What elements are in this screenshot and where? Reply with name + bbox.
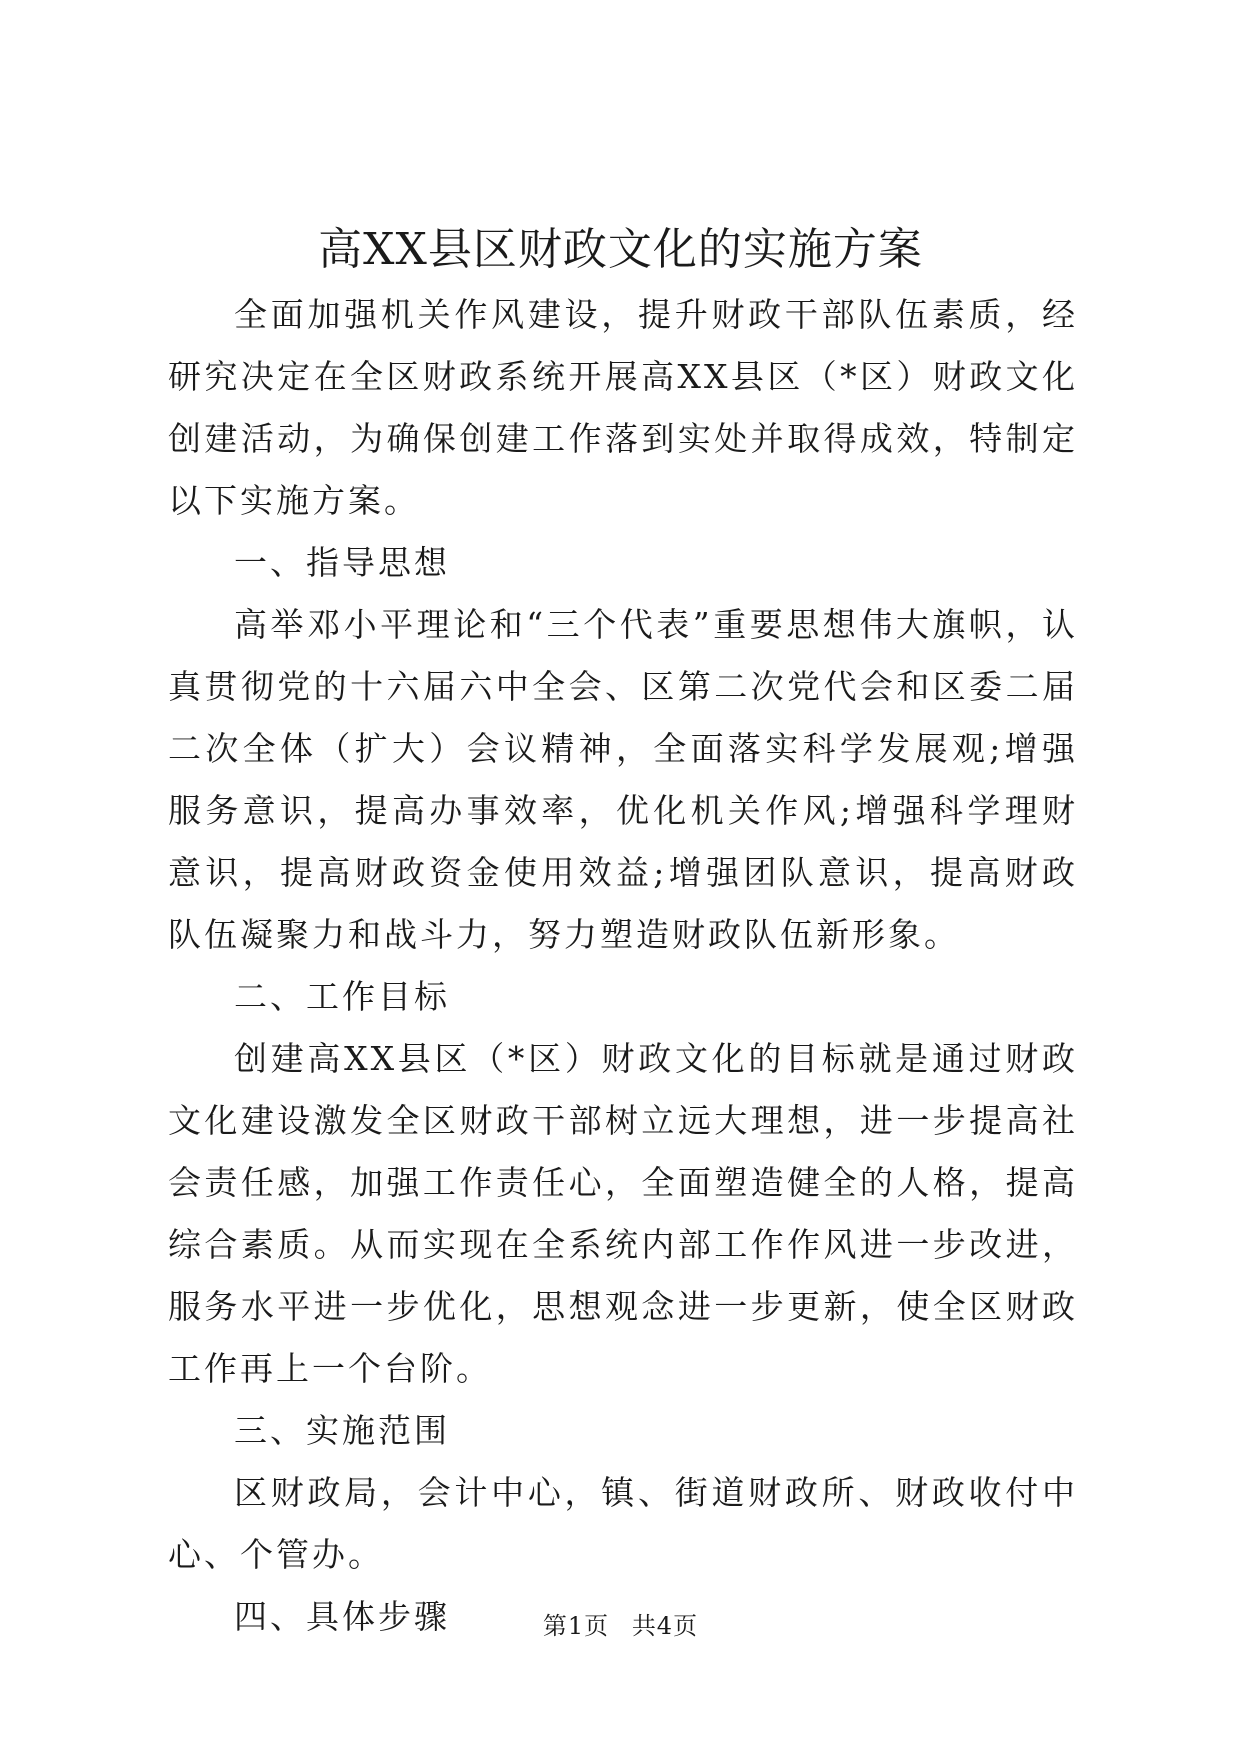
page-footer [0, 1610, 1241, 1642]
intro-paragraph: 全面加强机关作风建设，提升财政干部队伍素质，经研究决定在全区财政系统开展高XX县区（*区）财政文化创建活动，为确保创建工作落到实处并取得成效，特制定以下实施方案。 [168, 295, 1078, 520]
scope-paragraph: 区财政局，会计中心，镇、街道财政所、财政收付中心、个管办。 [168, 1473, 1078, 1574]
section-heading-steps: 四、具体步骤 [234, 1597, 450, 1636]
document-body [168, 284, 1078, 1648]
page-total: 共4页 [631, 1612, 699, 1640]
section-heading-work-goals: 二、工作目标 [234, 977, 450, 1016]
page-number: 第1页 [542, 1612, 610, 1640]
section-heading-scope: 三、实施范围 [234, 1411, 450, 1450]
work-goals-paragraph: 创建高XX县区（*区）财政文化的目标就是通过财政文化建设激发全区财政干部树立远大理想，进一步提高社会责任感，加强工作责任心，全面塑造健全的人格，提高综合素质。从而实现在全系统内部工作作风进一步改进，服务水平进一步优化，思想观念进一步更新，使全区财政工作再上一个台阶。 [168, 1039, 1078, 1388]
document-title: 高XX县区财政文化的实施方案 [318, 224, 923, 275]
guiding-thought-paragraph: 高举邓小平理论和“三个代表”重要思想伟大旗帜，认真贯彻党的十六届六中全会、区第二次党代会和区委二届二次全体（扩大）会议精神，全面落实科学发展观;增强服务意识，提高办事效率，优化机关作风;增强科学理财意识，提高财政资金使用效益;增强团队意识，提高财政队伍凝聚力和战斗力，努力塑造财政队伍新形象。 [168, 605, 1078, 954]
section-heading-guiding-thought: 一、指导思想 [234, 543, 450, 582]
